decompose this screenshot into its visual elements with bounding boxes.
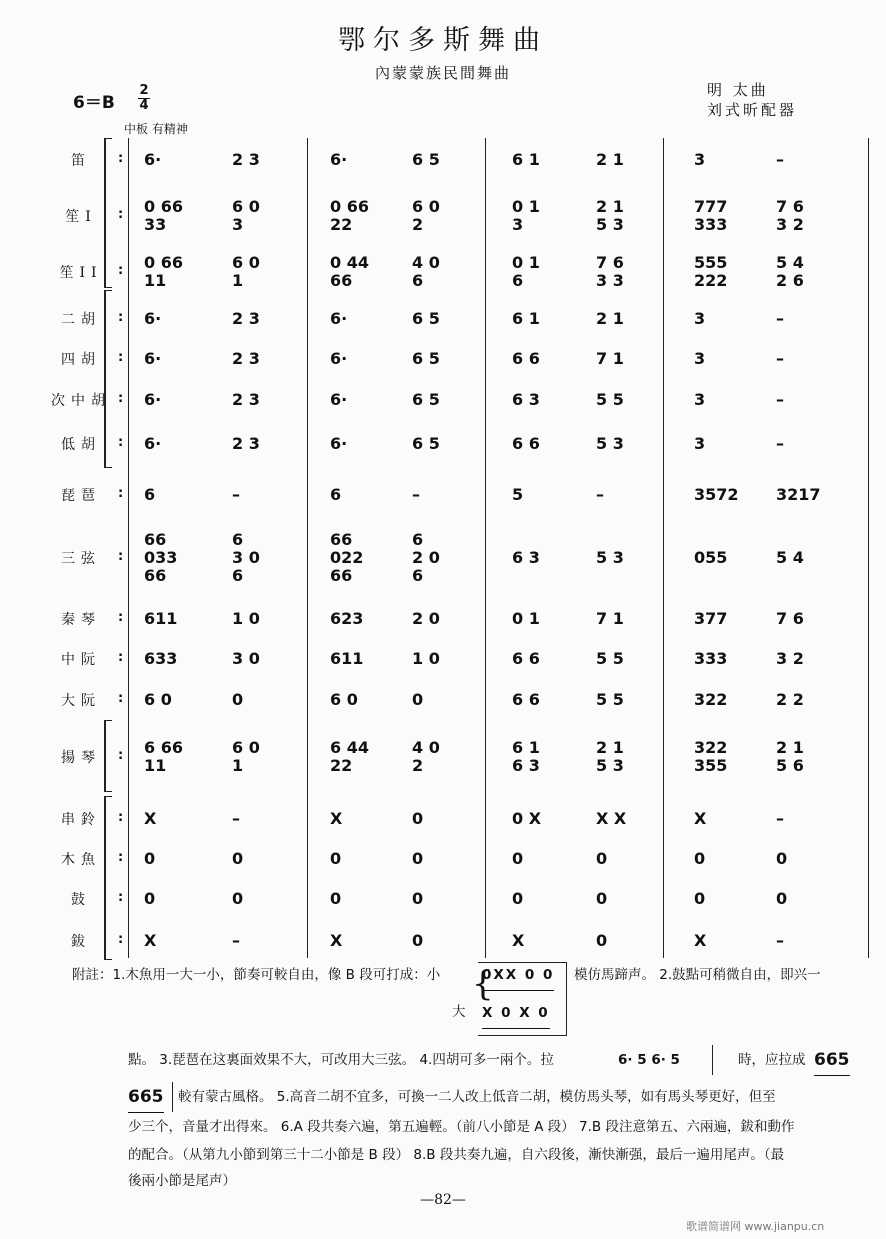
note-cell: 6 0	[232, 738, 260, 757]
repeat-sign: :	[118, 932, 124, 947]
note-cell: 6·	[144, 390, 162, 409]
note-cell: 3217	[776, 485, 821, 504]
pattern-brace: {	[472, 964, 494, 1004]
note-cell: 4 0	[412, 738, 440, 757]
note-cell: 6 3	[512, 756, 540, 775]
note-cell: 11	[144, 271, 167, 290]
page-title: 鄂尔多斯舞曲	[338, 25, 548, 56]
notes-line-3: 較有蒙古風格。 5.高音二胡不宜多，可換一二人改上低音二胡，模仿馬头琴，如有馬头琴更好，但至	[178, 1089, 776, 1105]
note-cell: 6·	[144, 434, 162, 453]
note-cell: 66	[330, 566, 353, 585]
note-cell: X	[330, 931, 343, 950]
notes-line-1	[72, 960, 440, 990]
repeat-sign: :	[118, 691, 124, 706]
note-cell: 6	[232, 530, 244, 549]
note-cell: 7 1	[596, 609, 624, 628]
repeat-sign: :	[118, 435, 124, 450]
note-cell: –	[596, 485, 604, 504]
barline	[128, 138, 129, 958]
note-cell: 6 5	[412, 349, 440, 368]
repeat-sign: :	[118, 650, 124, 665]
note-cell: 6 3	[512, 548, 540, 567]
note-cell: 3	[694, 150, 706, 169]
barline	[485, 138, 486, 958]
note-cell: 6·	[144, 349, 162, 368]
note-cell: 0 66	[144, 197, 183, 216]
repeat-sign: :	[118, 486, 124, 501]
page-number: —82—	[420, 1192, 466, 1208]
note-cell: 3	[694, 390, 706, 409]
bowing-bar	[712, 1045, 713, 1075]
note-cell: 5 5	[596, 690, 624, 709]
note-cell: 0	[596, 849, 608, 868]
instrument-label: 二胡	[61, 312, 101, 328]
note-cell: 66	[144, 566, 167, 585]
note-cell: X	[694, 931, 707, 950]
site-watermark: 歌谱简谱网 www.jianpu.cn	[686, 1220, 825, 1233]
note-cell: 6 5	[412, 309, 440, 328]
instrument-label: 四胡	[61, 352, 101, 368]
note-cell: X	[144, 809, 157, 828]
note-cell: 0	[776, 889, 788, 908]
time-signature	[138, 84, 150, 113]
repeat-sign: :	[118, 810, 124, 825]
note-cell: 3	[512, 215, 524, 234]
note-cell: 6 0	[412, 197, 440, 216]
note-cell: 623	[330, 609, 364, 628]
note-cell: 11	[144, 756, 167, 775]
note-cell: 6·	[330, 150, 348, 169]
repeat-sign: :	[118, 391, 124, 406]
note-cell: 2 1	[596, 738, 624, 757]
note-cell: 0	[232, 849, 244, 868]
note-cell: 0 44	[330, 253, 369, 272]
note-cell: X	[144, 931, 157, 950]
note-cell: 3 2	[776, 215, 804, 234]
repeat-sign: :	[118, 310, 124, 325]
note-cell: 6	[412, 530, 424, 549]
note-cell: 33	[144, 215, 167, 234]
repeat-sign: :	[118, 890, 124, 905]
note-cell: 033	[144, 548, 178, 567]
repeat-sign: :	[118, 350, 124, 365]
note-cell: –	[776, 349, 784, 368]
time-numerator: 2	[139, 83, 149, 98]
note-cell: 7 6	[596, 253, 624, 272]
note-cell: 6·	[330, 309, 348, 328]
note-cell: –	[232, 809, 240, 828]
instrument-label: 中阮	[61, 652, 101, 668]
note-cell: 6·	[330, 434, 348, 453]
note-cell: 0	[776, 849, 788, 868]
note-cell: 6 0	[232, 253, 260, 272]
note-cell: 2 1	[596, 309, 624, 328]
note-cell: 0	[412, 889, 424, 908]
note-cell: 66	[330, 271, 353, 290]
instrument-label: 笙I	[65, 209, 97, 225]
note-cell: 022	[330, 548, 364, 567]
repeat-sign: :	[118, 549, 124, 564]
note-cell: 1 0	[412, 649, 440, 668]
note-cell: 6 5	[412, 390, 440, 409]
barline	[868, 138, 869, 958]
note-cell: 2 1	[596, 150, 624, 169]
note-cell: 6	[144, 485, 156, 504]
note-cell: 0	[232, 690, 244, 709]
note-cell: 377	[694, 609, 728, 628]
note-cell: 66	[330, 530, 353, 549]
instrument-label: 三弦	[61, 551, 101, 567]
repeat-sign: :	[118, 748, 124, 763]
note-cell: 2 1	[596, 197, 624, 216]
note-cell: –	[776, 390, 784, 409]
note-cell: –	[776, 931, 784, 950]
notes-label: 附註：	[72, 967, 113, 983]
bowing-result-a: 665	[814, 1045, 850, 1076]
instrument-label: 鼓	[71, 892, 91, 908]
note-cell: 6·	[144, 150, 162, 169]
instrument-label: 鈸	[71, 934, 91, 950]
note-cell: 333	[694, 215, 728, 234]
note-cell: 2	[412, 756, 424, 775]
note-cell: –	[776, 150, 784, 169]
note-cell: 633	[144, 649, 178, 668]
note-cell: 0	[412, 931, 424, 950]
arranger-line: 刘式昕配器	[707, 101, 798, 119]
note-cell: 322	[694, 738, 728, 757]
note-cell: 5 4	[776, 548, 804, 567]
note-cell: 6 6	[512, 649, 540, 668]
note-cell: –	[232, 485, 240, 504]
note-cell: 6	[232, 566, 244, 585]
note-cell: 322	[694, 690, 728, 709]
note-cell: 6 0	[232, 197, 260, 216]
note-cell: –	[776, 809, 784, 828]
note-cell: 0	[512, 849, 524, 868]
note-cell: 5	[512, 485, 524, 504]
note-cell: 2 3	[232, 349, 260, 368]
note-1: 1.木魚用一大一小，節奏可較自由，像 B 段可打成：小	[112, 967, 441, 983]
repeat-sign: :	[118, 610, 124, 625]
note-cell: 2 0	[412, 548, 440, 567]
instrument-label: 秦琴	[61, 612, 101, 628]
note-cell: 0	[596, 889, 608, 908]
instrument-label: 低胡	[61, 437, 101, 453]
note-cell: 611	[330, 649, 364, 668]
note-cell: 5 3	[596, 434, 624, 453]
note-cell: 7 1	[596, 349, 624, 368]
bowing-pattern: 6· 5 6· 5	[618, 1052, 680, 1068]
note-cell: 0 66	[330, 197, 369, 216]
big-pattern: X 0 X 0	[482, 998, 550, 1029]
note-cell: 6 0	[144, 690, 172, 709]
note-cell: 5 3	[596, 215, 624, 234]
bowing-result-bar	[172, 1082, 173, 1112]
bowing-result-b: 665	[128, 1082, 164, 1113]
note-cell: 5 4	[776, 253, 804, 272]
note-cell: 611	[144, 609, 178, 628]
note-cell: 0	[412, 690, 424, 709]
note-cell: 6 44	[330, 738, 369, 757]
instrument-label: 次中胡	[51, 393, 111, 409]
note-cell: 777	[694, 197, 728, 216]
repeat-sign: :	[118, 207, 124, 222]
note-cell: 1	[232, 756, 244, 775]
note-cell: 3572	[694, 485, 739, 504]
note-cell: 6	[412, 271, 424, 290]
note-cell: 0 X	[512, 809, 542, 828]
instrument-label: 大阮	[61, 693, 101, 709]
repeat-sign: :	[118, 263, 124, 278]
note-cell: 1 0	[232, 609, 260, 628]
bowing-tail: 時，应拉成	[738, 1052, 806, 1068]
note-cell: 6·	[330, 349, 348, 368]
note-cell: 6 6	[512, 434, 540, 453]
note-cell: X	[330, 809, 343, 828]
note-cell: 0 1	[512, 609, 540, 628]
note-cell: 6 1	[512, 309, 540, 328]
note-cell: 6 6	[512, 690, 540, 709]
note-cell: 5 3	[596, 756, 624, 775]
page-subtitle: 內蒙蒙族民間舞曲	[374, 64, 511, 82]
note-cell: 2 0	[412, 609, 440, 628]
note-cell: X X	[596, 809, 627, 828]
note-cell: 2 3	[232, 434, 260, 453]
pattern-box	[478, 962, 567, 1036]
notes-line-6: 後兩小節是尾声）	[128, 1173, 236, 1189]
big-label: 大	[452, 1004, 466, 1020]
note-cell: 0	[330, 849, 342, 868]
note-cell: 6·	[144, 309, 162, 328]
note-cell: 2 6	[776, 271, 804, 290]
note-1-tail: 模仿馬蹄声。 2.鼓點可稍微自由，即兴一	[574, 967, 821, 983]
composer-line: 明 太曲	[707, 81, 769, 99]
note-cell: 0	[412, 809, 424, 828]
note-cell: 0	[144, 889, 156, 908]
note-cell: 2 3	[232, 150, 260, 169]
note-cell: 6 5	[412, 434, 440, 453]
note-cell: 6 1	[512, 150, 540, 169]
note-cell: 1	[232, 271, 244, 290]
note-cell: –	[232, 931, 240, 950]
note-cell: X	[694, 809, 707, 828]
note-cell: 6 3	[512, 390, 540, 409]
note-cell: 2 2	[776, 690, 804, 709]
note-cell: 0	[596, 931, 608, 950]
note-cell: 2	[412, 215, 424, 234]
instrument-label: 笙II	[59, 265, 103, 281]
note-cell: 3	[694, 349, 706, 368]
note-cell: 6 6	[512, 349, 540, 368]
small-pattern: 0XX 0 0	[482, 960, 554, 991]
note-cell: 0	[512, 889, 524, 908]
instrument-label: 木魚	[61, 852, 101, 868]
note-cell: 3	[232, 215, 244, 234]
note-cell: 0 66	[144, 253, 183, 272]
repeat-sign: :	[118, 151, 124, 166]
note-cell: 22	[330, 756, 353, 775]
note-cell: 3 0	[232, 649, 260, 668]
note-cell: 0	[694, 849, 706, 868]
instrument-label: 笛	[71, 153, 91, 169]
instrument-label: 串鈴	[61, 812, 101, 828]
note-cell: 355	[694, 756, 728, 775]
note-cell: 3 2	[776, 649, 804, 668]
note-cell: 6 66	[144, 738, 183, 757]
note-cell: 6	[330, 485, 342, 504]
note-cell: 6	[512, 271, 524, 290]
note-cell: 3	[694, 434, 706, 453]
notes-line-4: 少三个，音量才出得來。 6.A 段共奏六遍，第五遍輕。（前八小節是 A 段） 7.B 段注意第五、六兩遍，鈸和動作	[128, 1119, 795, 1135]
note-cell: 2 3	[232, 309, 260, 328]
note-cell: 6·	[330, 390, 348, 409]
note-cell: 333	[694, 649, 728, 668]
note-cell: 6 0	[330, 690, 358, 709]
note-cell: 0 1	[512, 253, 540, 272]
note-cell: 0	[412, 849, 424, 868]
note-cell: 555	[694, 253, 728, 272]
note-cell: 6	[412, 566, 424, 585]
repeat-sign: :	[118, 850, 124, 865]
note-cell: 0 1	[512, 197, 540, 216]
barline	[307, 138, 308, 958]
barline	[663, 138, 664, 958]
note-cell: 7 6	[776, 197, 804, 216]
tempo-marking: 中板 有精神	[124, 122, 188, 136]
note-cell: 0	[232, 889, 244, 908]
instrument-label: 揚琴	[61, 750, 101, 766]
notes-line-5: 的配合。（从第九小節到第三十二小節是 B 段） 8.B 段共奏九遍，自六段後，漸快漸强，最后一遍用尾声。（最	[128, 1147, 785, 1163]
note-cell: –	[776, 434, 784, 453]
notes-line-2: 點。 3.琵琶在这裏面效果不大，可改用大三弦。 4.四胡可多一兩个。拉	[128, 1052, 554, 1068]
note-cell: 3	[694, 309, 706, 328]
note-cell: 2 1	[776, 738, 804, 757]
note-cell: 3 3	[596, 271, 624, 290]
note-cell: 2 3	[232, 390, 260, 409]
note-cell: 5 5	[596, 649, 624, 668]
note-cell: 0	[144, 849, 156, 868]
note-cell: 7 6	[776, 609, 804, 628]
note-cell: 055	[694, 548, 728, 567]
note-cell: X	[512, 931, 525, 950]
note-cell: 5 5	[596, 390, 624, 409]
note-cell: 0	[694, 889, 706, 908]
note-cell: 5 6	[776, 756, 804, 775]
note-cell: 3 0	[232, 548, 260, 567]
note-cell: 6 1	[512, 738, 540, 757]
note-cell: –	[412, 485, 420, 504]
time-denominator: 4	[139, 98, 149, 113]
note-cell: 6 5	[412, 150, 440, 169]
instrument-label: 琵琶	[61, 488, 101, 504]
note-cell: 0	[330, 889, 342, 908]
note-cell: –	[776, 309, 784, 328]
composer-credit	[707, 80, 797, 120]
note-cell: 4 0	[412, 253, 440, 272]
key-signature: 6＝B	[73, 93, 115, 113]
note-cell: 66	[144, 530, 167, 549]
note-cell: 5 3	[596, 548, 624, 567]
note-cell: 22	[330, 215, 353, 234]
note-cell: 222	[694, 271, 728, 290]
